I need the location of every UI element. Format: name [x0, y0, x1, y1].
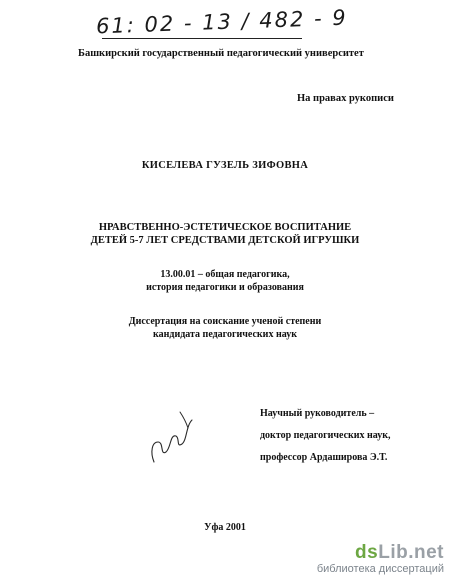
- scientific-supervisor: [260, 408, 391, 474]
- dissertation-title: [0, 221, 450, 247]
- degree-line: Диссертация на соискание ученой степени: [128, 316, 322, 327]
- supervisor-line: доктор педагогических наук,: [260, 430, 391, 441]
- author-name: КИСЕЛЕВА ГУЗЕЛЬ ЗИФОВНА: [141, 160, 309, 171]
- degree-statement: [0, 315, 450, 341]
- archive-code-underline: [102, 38, 302, 39]
- degree-line: кандидата педагогических наук: [153, 329, 297, 340]
- archive-code-handwritten: 61: 02 - 13 / 482 - 9: [95, 5, 348, 39]
- logo-suffix: Lib.net: [378, 542, 444, 563]
- specialty-line: 13.00.01 – общая педагогика,: [160, 269, 290, 280]
- manuscript-note: На правах рукописи: [297, 93, 394, 104]
- title-line: НРАВСТВЕННО-ЭСТЕТИЧЕСКОЕ ВОСПИТАНИЕ: [98, 222, 352, 233]
- university-name: Башкирский государственный педагогический университет: [78, 48, 364, 59]
- handwritten-signature: [140, 400, 200, 470]
- logo-prefix: ds: [355, 542, 379, 563]
- watermark-subtitle: библиотека диссертаций: [316, 563, 444, 575]
- place-and-year: Уфа 2001: [204, 522, 246, 533]
- dslib-logo: [317, 543, 444, 563]
- dslib-watermark: [317, 543, 444, 576]
- title-line: ДЕТЕЙ 5-7 ЛЕТ СРЕДСТВАМИ ДЕТСКОЙ ИГРУШКИ: [90, 235, 360, 246]
- archive-code: [95, 5, 348, 44]
- specialty-code: [0, 268, 450, 294]
- specialty-line: история педагогики и образования: [146, 282, 304, 293]
- supervisor-line: профессор Ардаширова Э.Т.: [260, 452, 388, 463]
- supervisor-line: Научный руководитель –: [260, 408, 375, 419]
